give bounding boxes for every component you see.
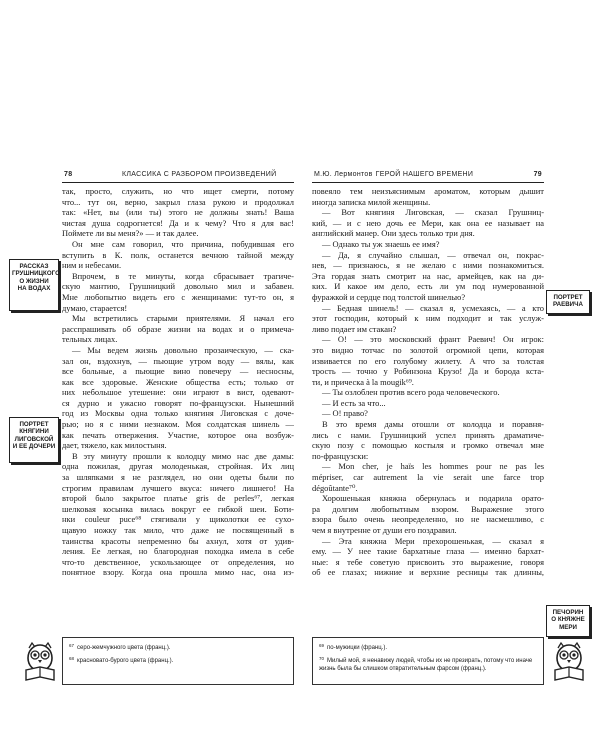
right-page-number: 79: [533, 171, 542, 178]
text-line: что-то девственное, ускользающее от определения, но: [62, 556, 294, 567]
text-line: dégoûtante⁷⁰.: [312, 482, 358, 493]
text-line: Эта гордая знать смотрит на нас, армейцев, как на ди-: [312, 270, 544, 281]
margin-note-line: МЕРИ: [559, 623, 577, 631]
text-line: ления. Ее легкая, но благородная походка имела в себе: [62, 546, 294, 557]
text-line: — О! — это московский франт Раевич! Он игрок:: [322, 334, 544, 345]
text-line: — Mon cher, je haïs les hommes pour ne pas les: [322, 461, 544, 472]
text-line: английский манер. Они здесь только три дня.: [312, 228, 475, 239]
text-line: как все здоровые. Женские общества есть; только от: [62, 376, 294, 387]
footnote-number: 69: [319, 643, 325, 648]
text-line: чем я внутренне от души его поздравил.: [312, 525, 457, 535]
text-line: расспрашивать об образе жизни на водах и о примеча-: [62, 323, 294, 334]
text-line: этот господин, который к ним подходит и так услуж-: [312, 313, 544, 324]
text-line: В это время дамы отошли от колодца и поравня-: [322, 419, 544, 430]
text-line: ним и небесами.: [62, 260, 122, 271]
footnote-text: Милый мой, я ненавижу людей, чтобы их не презирать, потому что иначе жизнь была бы слишком отвратительным фарсом (франц.).: [319, 658, 533, 673]
text-line: так: «Нет, вы (или ты) этого не должны знать! Ваша: [62, 207, 294, 218]
text-line: — Мы ведем жизнь довольно прозаическую, — ска-: [72, 344, 294, 355]
text-line: вступить в К. полк, останется вечною тайной между: [62, 249, 294, 260]
text-line: фуражкой и сердце под толстой шинелью?: [312, 291, 466, 302]
right-page-body: [312, 186, 544, 578]
text-line: Мы встретились старыми приятелями. Я начал его: [72, 313, 294, 324]
margin-note-line: ПЕЧОРИН: [552, 609, 584, 616]
margin-note-raevich-portrait: [546, 290, 590, 314]
text-line: таинства красоты непременно бы ахнул, хотя от удив-: [62, 535, 294, 546]
footnote: [319, 655, 537, 673]
footnote-number: 68: [69, 656, 75, 662]
text-line: — И есть за что...: [322, 397, 386, 408]
text-line: ра долгим любопытным взором. Выражение этого: [312, 503, 544, 514]
margin-note-grushnitsky-story: [9, 259, 59, 311]
text-line: — Эта княжна Мери прехорошенькая, — сказал я: [322, 535, 544, 546]
author-name: М.Ю. Лермонтов: [314, 171, 373, 178]
text-line: все больные, а пьющие вино повечеру — несносны,: [62, 366, 294, 377]
text-line: строгим правилам лучшего вкуса: ничего лишнего! На: [62, 482, 294, 493]
margin-note-line: КНЯГИНИ: [19, 428, 49, 436]
text-line: иногда записка милой женщины.: [312, 196, 431, 207]
left-footnotes: [62, 637, 294, 685]
margin-note-ligovskaya-portrait: [9, 417, 59, 463]
text-line: ся дурно и ужасно говорят по-французски. Нынешний: [62, 397, 294, 408]
text-line: скую позу с помощью костыля и громко отвечал мне: [312, 440, 544, 451]
text-line: — Ты озлоблен против всего рода человеческого.: [322, 387, 500, 398]
left-running-title: КЛАССИКА С РАЗБОРОМ ПРОИЗВЕДЕНИЙ: [122, 171, 277, 178]
footnote: [319, 642, 537, 652]
text-line: — Однако ты уж знаешь ее имя?: [322, 238, 440, 249]
left-page-body: [62, 186, 294, 578]
text-line: — О! право?: [322, 408, 368, 419]
margin-note-line: О ЖИЗНИ: [19, 277, 49, 285]
text-line: извивается по его голубому жилету. А что за толстая: [312, 355, 544, 366]
footnote-text: по-мужицки (франц.).: [327, 645, 387, 651]
reading-owl-icon: [20, 640, 60, 684]
text-line: нки couleur puce⁶⁸ стягивали у щиколотки ее сухо-: [62, 514, 294, 525]
text-line: об ее глазах; нижние и верхние ресницы так длинны,: [312, 567, 544, 578]
text-line: ти, и прическа à la mougik⁶⁹.: [312, 376, 414, 387]
text-line: mépriser, car autrement la vie serait une farce trop: [312, 472, 544, 483]
text-line: В эту минуту прошли к колодцу мимо нас две дамы:: [72, 450, 294, 461]
right-running-title: [314, 171, 473, 178]
text-line: думаю, старается!: [62, 302, 128, 313]
text-line: нев, — признаюсь, я не желаю с ними познакомиться.: [312, 260, 544, 271]
text-line: них небольшое утешение: они играют в вист, одевают-: [62, 387, 294, 398]
text-line: — Бедная шинель! — сказал я, усмехаясь, — а кто: [322, 302, 544, 313]
left-page-header: [62, 170, 294, 183]
text-line: щавую ножку так мило, что даже не посвященный в: [62, 525, 294, 535]
text-line: понятное взору. Когда она прошла мимо нас, она из-: [62, 567, 294, 578]
footnote: [69, 642, 287, 652]
text-line: Впрочем, в те минуты, когда сбрасывает трагиче-: [72, 270, 294, 281]
footnote-number: 70: [319, 656, 325, 662]
text-line: это видно тотчас по золотой огромной цепи, которая: [312, 344, 544, 355]
text-line: ему. — У нее такие бархатные глаза — именно бархат-: [312, 546, 544, 557]
text-line: трость — точно у Робинзона Крузо! Да и борода кста-: [312, 366, 544, 377]
work-title: ГЕРОЙ НАШЕГО ВРЕМЕНИ: [375, 171, 474, 178]
text-line: Хорошенькая княжна обернулась и подарила орато-: [322, 493, 544, 504]
margin-note-pechorin-on-mary: [546, 605, 590, 637]
text-line: скую мантию, Грушницкий довольно мил и забавен.: [62, 281, 294, 292]
margin-note-line: РАЕВИЧА: [553, 301, 583, 309]
footnote-number: 67: [69, 643, 75, 648]
text-line: Мне любопытно видеть его с женщинами: тут-то он, я: [62, 291, 294, 302]
margin-note-line: РАССКАЗ: [19, 263, 49, 270]
text-line: — Да, я случайно слышал, — отвечал он, покрас-: [322, 249, 544, 260]
margin-note-line: О КНЯЖНЕ: [551, 616, 585, 624]
margin-note-line: ЛИГОВСКОЙ: [14, 435, 54, 443]
text-line: взора было очень неопределенно, но не насмешливо, с: [312, 514, 544, 525]
margin-note-line: НА ВОДАХ: [17, 285, 51, 293]
text-line: Он мне сам говорил, что причина, побудившая его: [72, 238, 294, 249]
text-line: Поймете ли вы меня?» — и так далее.: [62, 228, 199, 239]
text-line: ные: я тебе советую присвоить это выражение, говоря: [312, 556, 544, 567]
text-line: одна пожилая, другая молоденькая, стройная. Их лиц: [62, 461, 294, 472]
text-line: повеяло тем неизъяснимым ароматом, которым дышит: [312, 186, 544, 196]
text-line: как печать отвержения. Участие, которое она возбуж-: [62, 429, 294, 440]
right-page-header: [312, 170, 544, 183]
text-line: шелковая косынка вилась вокруг ее гибкой шеи. Боти-: [62, 503, 294, 514]
footnote-text: красновато-бурого цвета (франц.).: [77, 658, 174, 665]
left-page-number: 78: [64, 171, 73, 178]
text-line: кий, — и с нею дочь ее Мери, как она ее называет на: [312, 217, 544, 228]
text-line: второй было закрытое платье gris de perles⁶⁷, легкая: [62, 493, 294, 504]
text-line: по-французски:: [312, 450, 369, 461]
text-line: год из Москвы одна только княгиня Лиговская с доче-: [62, 408, 294, 419]
text-line: рью; но я с ними незнаком. Моя солдатская шинель —: [62, 419, 294, 430]
text-line: ливо подает им стакан?: [312, 323, 397, 334]
margin-note-line: ГРУШНИЦКОГО: [12, 270, 60, 278]
margin-note-line: И ЕЕ ДОЧЕРИ: [12, 443, 56, 451]
text-line: дает, тяжело, как милостыня.: [62, 440, 167, 451]
margin-note-line: ПОРТРЕТ: [19, 421, 49, 428]
right-footnotes: [312, 637, 544, 685]
text-line: что... тут он, верно, закрыл глаза рукою и продолжал: [62, 196, 294, 207]
text-line: — Вот княгиня Лиговская, — сказал Грушниц-: [322, 207, 544, 218]
text-line: тельных лицах.: [62, 334, 118, 345]
text-line: зал он, вздохнув, — пьющие утром воду — вялы, как: [62, 355, 294, 366]
footnote-text: серо-жемчужного цвета (франц.).: [77, 645, 171, 651]
text-line: за шляпками я не разглядел, но они одеты были по: [62, 472, 294, 483]
footnote: [69, 655, 287, 665]
text-line: так, просто, служить, но что ищет смерти, потому: [62, 186, 294, 196]
text-line: чистая душа содрогнется! Да и к чему? Что я для вас!: [62, 217, 294, 228]
text-line: ких. И какое им дело, есть ли ум под нумерованной: [312, 281, 544, 292]
margin-note-line: ПОРТРЕТ: [553, 294, 583, 301]
text-line: лись с нами. Грушницкий успел принять драматиче-: [312, 429, 544, 440]
reading-owl-icon: [549, 640, 589, 684]
